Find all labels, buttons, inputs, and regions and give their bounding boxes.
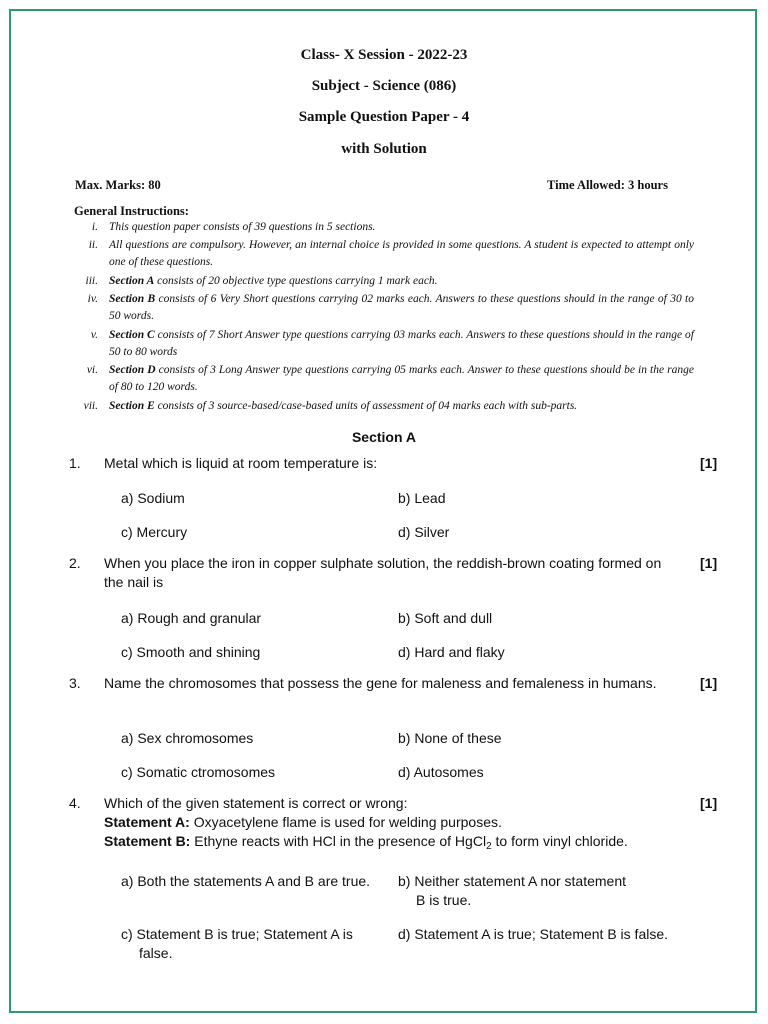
- class-session-heading: Class- X Session - 2022-23: [300, 47, 468, 63]
- statement-a: [104, 813, 694, 832]
- instruction-number: ii.: [88, 239, 98, 251]
- option-b[interactable]: b) Neither statement A nor statement B is true.: [398, 873, 627, 908]
- option-c[interactable]: c) Somatic ctromosomes: [121, 764, 276, 780]
- instruction-text: consists of 3 source-based/case-based units of assessment of 04 marks each with sub-parts.: [154, 400, 578, 412]
- page-border: [9, 9, 757, 1013]
- instruction-number: v.: [90, 329, 98, 341]
- instruction-number: iv.: [87, 293, 98, 305]
- instruction-number: vi.: [86, 364, 98, 376]
- statement-a-label: Statement A:: [104, 814, 190, 830]
- subject-heading: Subject - Science (086): [311, 78, 457, 94]
- paper-heading: Sample Question Paper - 4: [298, 109, 470, 125]
- question-mark: [1]: [700, 555, 718, 571]
- option-b[interactable]: b) Lead: [398, 490, 446, 506]
- question-number: 4.: [69, 795, 81, 811]
- instruction-text: consists of 20 objective type questions carrying 1 mark each.: [154, 275, 438, 287]
- option-a[interactable]: a) Sex chromosomes: [121, 730, 254, 746]
- section-label: Section A: [109, 275, 155, 287]
- section-label: Section B: [109, 293, 156, 305]
- instruction-number: vii.: [83, 400, 98, 412]
- statement-a-text: Oxyacetylene flame is used for welding purposes.: [189, 814, 502, 830]
- question-text: Which of the given statement is correct or wrong:: [104, 795, 408, 811]
- section-label: Section E: [109, 400, 155, 412]
- instruction-text: This question paper consists of 39 questions in 5 sections.: [109, 221, 376, 233]
- solution-heading: with Solution: [341, 141, 427, 157]
- question-text: Metal which is liquid at room temperature is:: [104, 455, 378, 471]
- instructions-title: General Instructions:: [74, 204, 189, 218]
- option-c[interactable]: c) Mercury: [121, 524, 188, 540]
- option-d[interactable]: d) Autosomes: [398, 764, 484, 780]
- question-number: 3.: [69, 675, 81, 691]
- question-text: Name the chromosomes that possess the gene for maleness and femaleness in humans.: [104, 675, 657, 691]
- question-text: When you place the iron in copper sulphate solution, the reddish-brown coating formed on the nail is: [104, 555, 662, 590]
- max-marks: Max. Marks: 80: [75, 178, 161, 192]
- option-b[interactable]: b) Soft and dull: [398, 610, 493, 626]
- option-b[interactable]: b) None of these: [398, 730, 502, 746]
- instruction-text: All questions are compulsory. However, an internal choice is provided in some questions. A student is expected to attempt only one of these questions.: [109, 239, 694, 268]
- question-mark: [1]: [700, 795, 718, 811]
- instruction-text: consists of 7 Short Answer type questions carrying 03 marks each. Answers to these questions should in the range of 50 to 80 words: [109, 329, 695, 358]
- question-mark: [1]: [700, 675, 718, 691]
- section-title: Section A: [351, 429, 417, 445]
- question-number: 2.: [69, 555, 81, 571]
- option-a[interactable]: a) Sodium: [121, 490, 185, 506]
- instruction-text: consists of 6 Very Short questions carrying 02 marks each. Answers to these questions should in the range of 30 to 50 words.: [109, 293, 694, 322]
- option-d[interactable]: d) Hard and flaky: [398, 644, 505, 660]
- option-d[interactable]: d) Silver: [398, 524, 450, 540]
- statement-b-label: Statement B:: [104, 833, 191, 849]
- instruction-text: consists of 3 Long Answer type questions carrying 05 marks each. Answer to these questions should be in the range of 80 to 120 words.: [109, 364, 694, 393]
- statement-b: [104, 832, 704, 856]
- option-d[interactable]: d) Statement A is true; Statement B is false.: [398, 926, 669, 942]
- option-a[interactable]: a) Rough and granular: [121, 610, 262, 626]
- statement-b-text-end: to form vinyl chloride.: [491, 833, 628, 849]
- question-mark: [1]: [700, 455, 718, 471]
- question-number: 1.: [69, 455, 81, 471]
- section-label: Section D: [109, 364, 156, 376]
- instruction-number: i.: [91, 221, 98, 233]
- instruction-number: iii.: [85, 275, 98, 287]
- option-c[interactable]: c) Statement B is true; Statement A is false.: [121, 926, 353, 961]
- option-a[interactable]: a) Both the statements A and B are true.: [121, 873, 371, 889]
- option-c[interactable]: c) Smooth and shining: [121, 644, 261, 660]
- time-allowed: Time Allowed: 3 hours: [547, 178, 668, 192]
- section-label: Section C: [109, 329, 155, 341]
- statement-b-text: Ethyne reacts with HCl in the presence of HgCl: [190, 833, 487, 849]
- statement-b-subscript: 2: [486, 841, 492, 852]
